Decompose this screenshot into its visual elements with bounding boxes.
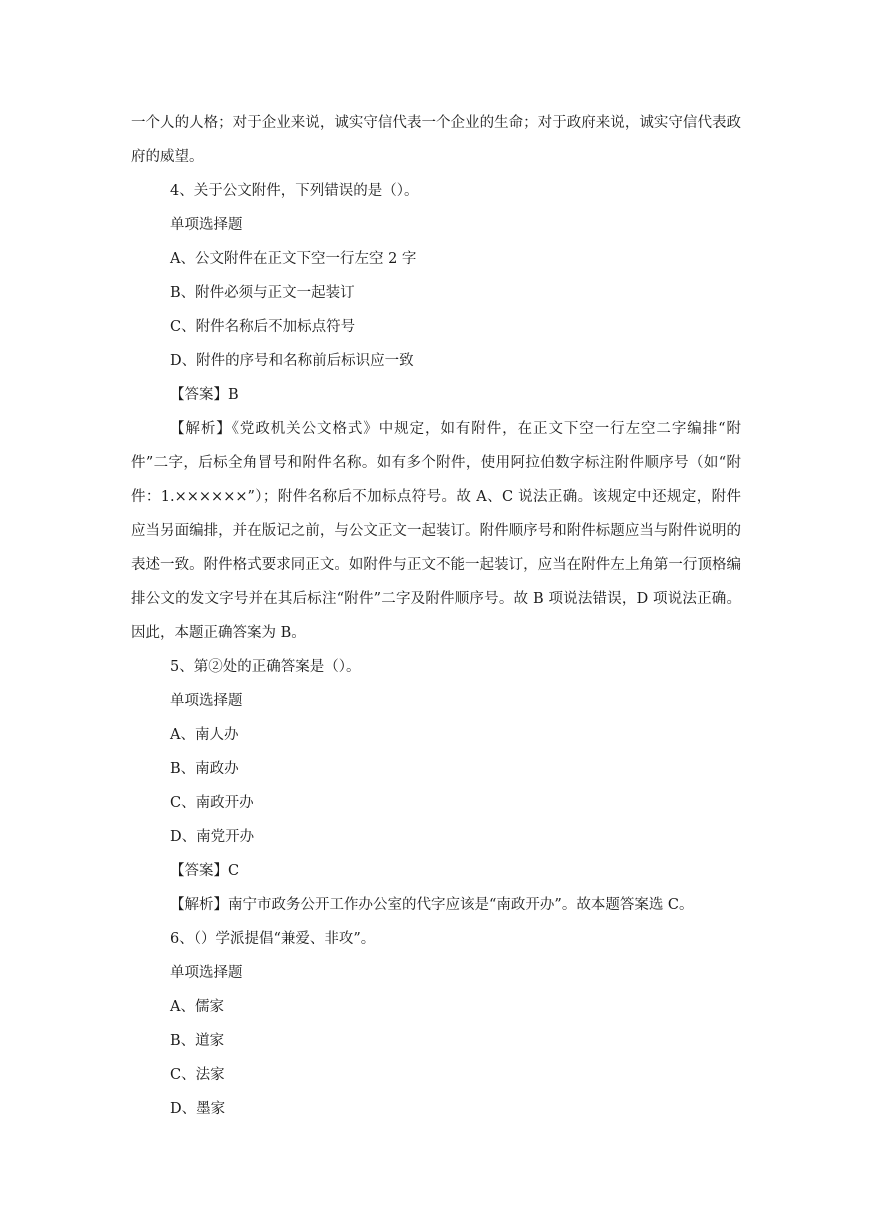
question-5-option-c: C、南政开办 xyxy=(170,795,254,811)
question-4-option-b: B、附件必须与正文一起装订 xyxy=(170,285,355,301)
question-5-option-b: B、南政办 xyxy=(170,761,239,777)
intro-continuation-paragraph: 一个人的人格；对于企业来说，诚实守信代表一个企业的生命；对于政府来说，诚实守信代表政府的威望。 xyxy=(131,115,741,165)
question-4-answer: 【答案】B xyxy=(170,387,239,403)
question-4-option-a: A、公文附件在正文下空一行左空 2 字 xyxy=(170,251,417,267)
document-body xyxy=(131,106,741,1126)
question-4-stem: 4、关于公文附件，下列错误的是（）。 xyxy=(170,183,419,199)
question-5-type: 单项选择题 xyxy=(170,693,243,709)
question-4-type: 单项选择题 xyxy=(170,217,243,233)
question-4-analysis: 【解析】《党政机关公文格式》中规定，如有附件，在正文下空一行左空二字编排“附件”二字，后标全角冒号和附件名称。如有多个附件，使用阿拉伯数字标注附件顺序号（如“附件：1.××××××”）；附件名称后不加标点符号。故 A、C 说法正确。该规定中还规定，附件应当另面编排，并在版记之前，与公文正文一起装订。附件顺序号和附件标题应当与附件说明的表述一致。附件格式要求同正文。如附件与正文不能一起装订，应当在附件左上角第一行顶格编排公文的发文字号并在其后标注“附件”二字及附件顺序号。故 B 项说法错误，D 项说法正确。因此，本题正确答案为 B。 xyxy=(131,421,741,641)
question-4-option-d: D、附件的序号和名称前后标识应一致 xyxy=(170,353,414,369)
question-6-option-c: C、法家 xyxy=(170,1067,225,1083)
question-5-answer: 【答案】C xyxy=(170,863,240,879)
question-5-option-a: A、南人办 xyxy=(170,727,239,743)
question-5-option-d: D、南党开办 xyxy=(170,829,255,845)
question-6-option-b: B、道家 xyxy=(170,1033,225,1049)
question-5-analysis: 【解析】南宁市政务公开工作办公室的代字应该是“南政开办”。故本题答案选 C。 xyxy=(170,897,694,913)
question-6-option-d: D、墨家 xyxy=(170,1101,226,1117)
question-6-type: 单项选择题 xyxy=(170,965,243,981)
question-6-stem: 6、（）学派提倡“兼爱、非攻”。 xyxy=(170,931,376,947)
question-5-stem: 5、第②处的正确答案是（）。 xyxy=(170,659,361,675)
question-4-option-c: C、附件名称后不加标点符号 xyxy=(170,319,356,335)
question-6-option-a: A、儒家 xyxy=(170,999,224,1015)
